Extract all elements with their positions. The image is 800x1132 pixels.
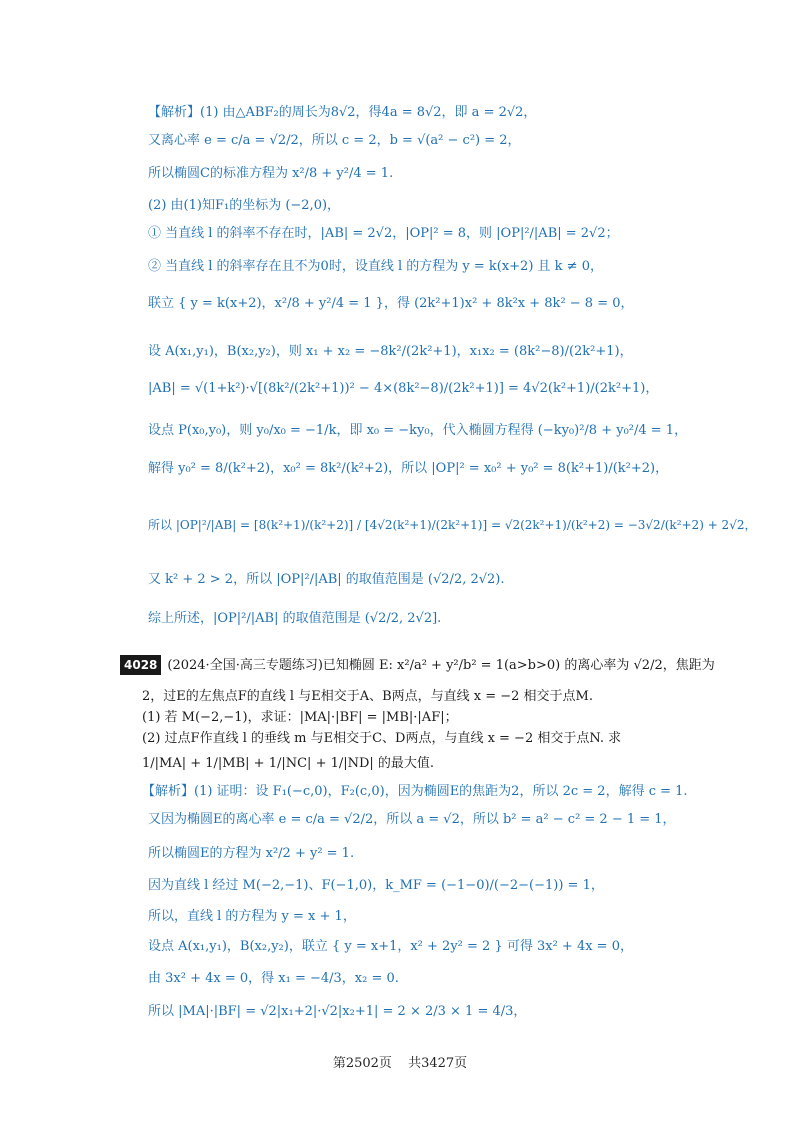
problem-line-3: (1) 若 M(−2,−1)，求证：|MA|·|BF| = |MB|·|AF|； [142,710,458,725]
solution-1-line-8: 设 A(x₁,y₁)，B(x₂,y₂)，则 x₁ + x₂ = −8k²/(2k²+1)，x₁x₂ = (8k²−8)/(2k²+1)， [148,344,633,359]
solution-2-line-5: 所以，直线 l 的方程为 y = x + 1， [148,909,356,924]
problem-number: 4028 [120,655,161,675]
problem-line-1 [120,655,715,675]
solution-1-line-6: ② 当直线 l 的斜率存在且不为0时，设直线 l 的方程为 y = k(x+2) 且 k ≠ 0， [148,259,603,274]
solution-1-line-13: 又 k² + 2 > 2，所以 |OP|²/|AB| 的取值范围是 (√2/2, 2√2). [148,572,505,587]
solution-2-line-7: 由 3x² + 4x = 0，得 x₁ = −4/3，x₂ = 0. [148,971,399,986]
solution-1-line-4: (2) 由(1)知F₁的坐标为 (−2,0)， [148,198,341,213]
solution-1-line-9: |AB| = √(1+k²)·√[(8k²/(2k²+1))² − 4×(8k²−8)/(2k²+1)] = 4√2(k²+1)/(2k²+1)， [148,381,659,396]
solution-2-line-6: 设点 A(x₁,y₁)，B(x₂,y₂)，联立 { y = x+1，x² + 2y² = 2 } 可得 3x² + 4x = 0， [148,939,633,954]
solution-1-line-7: 联立 { y = k(x+2)，x²/8 + y²/4 = 1 }，得 (2k²+1)x² + 8k²x + 8k² − 8 = 0， [148,296,634,311]
problem-text-1: (2024·全国·高三专题练习)已知椭圆 E: x²/a² + y²/b² = 1(a>b>0) 的离心率为 √2/2，焦距为 [167,658,715,673]
solution-1-line-2: 又离心率 e = c/a = √2/2，所以 c = 2，b = √(a² − c²) = 2， [148,133,521,148]
solution-2-line-1: 【解析】(1) 证明：设 F₁(−c,0)，F₂(c,0)，因为椭圆E的焦距为2，所以 2c = 2，解得 c = 1. [142,784,688,799]
solution-1-line-10: 设点 P(x₀,y₀)，则 y₀/x₀ = −1/k，即 x₀ = −ky₀，代入椭圆方程得 (−ky₀)²/8 + y₀²/4 = 1， [148,423,688,438]
solution-1-line-3: 所以椭圆C的标准方程为 x²/8 + y²/4 = 1. [148,166,394,181]
solution-1-line-11: 解得 y₀² = 8/(k²+2)，x₀² = 8k²/(k²+2)，所以 |OP|² = x₀² + y₀² = 8(k²+1)/(k²+2)， [148,461,669,476]
page-total: 共3427页 [408,1056,468,1071]
problem-line-4: (2) 过点F作直线 l 的垂线 m 与E相交于C、D两点，与直线 x = −2 相交于点N. 求 [142,731,622,746]
solution-1-line-12: 所以 |OP|²/|AB| = [8(k²+1)/(k²+2)] / [4√2(k²+1)/(2k²+1)] = √2(2k²+1)/(k²+2) = −3√2/(k²+2) + 2√2， [148,518,757,532]
solution-2-line-8: 所以 |MA|·|BF| = √2|x₁+2|·√2|x₂+1| = 2 × 2/3 × 1 = 4/3， [148,1004,527,1019]
solution-1-line-14: 综上所述，|OP|²/|AB| 的取值范围是 (√2/2, 2√2]. [148,611,442,626]
solution-1-line-5: ① 当直线 l 的斜率不存在时，|AB| = 2√2，|OP|² = 8，则 |OP|²/|AB| = 2√2； [148,226,619,241]
solution-2-line-3: 所以椭圆E的方程为 x²/2 + y² = 1. [148,846,355,861]
page-footer [0,1052,800,1071]
solution-1-line-1: 【解析】(1) 由△ABF₂的周长为8√2，得4a = 8√2，即 a = 2√2， [148,105,537,120]
solution-2-line-2: 又因为椭圆E的离心率 e = c/a = √2/2，所以 a = √2，所以 b² = a² − c² = 2 − 1 = 1， [148,812,676,827]
problem-line-2: 2，过E的左焦点F的直线 l 与E相交于A、B两点，与直线 x = −2 相交于点M. [142,689,593,704]
solution-2-line-4: 因为直线 l 经过 M(−2,−1)、F(−1,0)，k_MF = (−1−0)/(−2−(−1)) = 1， [148,878,604,893]
problem-line-5: 1/|MA| + 1/|MB| + 1/|NC| + 1/|ND| 的最大值. [142,756,435,771]
page-number: 第2502页 [332,1056,392,1071]
